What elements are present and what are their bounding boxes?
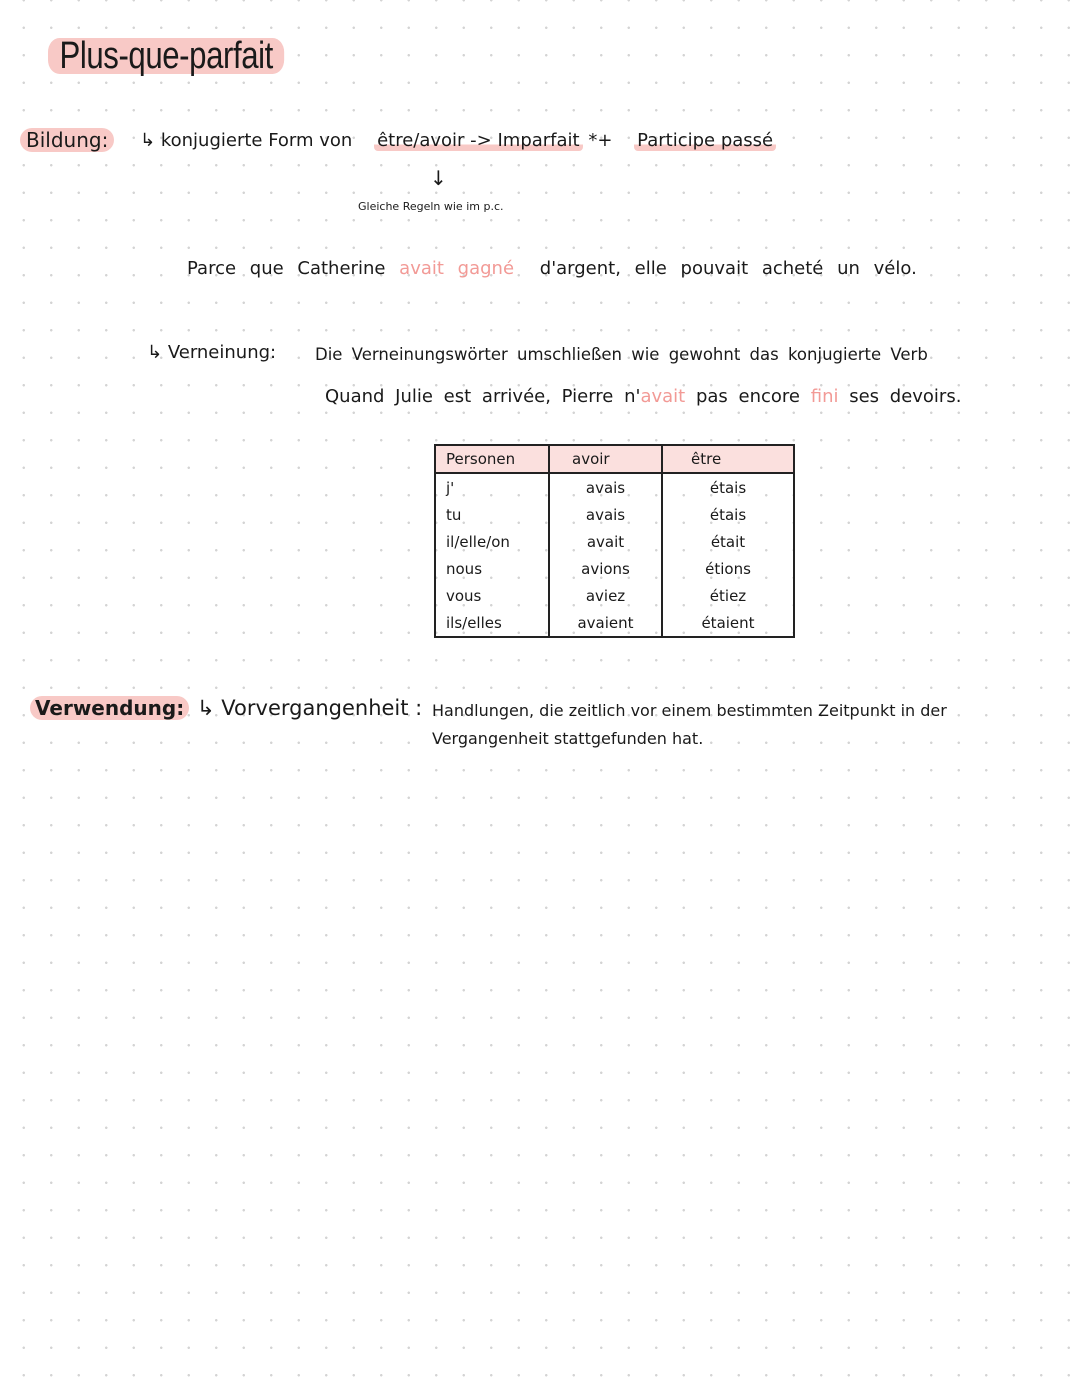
bildung-section [20, 128, 114, 152]
bildung-text: konjugierte Form von [160, 130, 353, 151]
table-row [435, 582, 794, 609]
column-header: avoir [549, 445, 662, 473]
verwendung-term: Vorvergangenheit : [221, 696, 423, 720]
example-text: Parce que Catherine [187, 258, 386, 279]
table-row [435, 555, 794, 582]
example-text: pas encore [695, 386, 800, 407]
cell: il/elle/on [435, 528, 549, 555]
hook-arrow-icon: ↳ [197, 696, 215, 720]
cell: avais [549, 501, 662, 528]
example-highlight: avait gagné [399, 258, 515, 279]
example-text: d'argent, elle pouvait acheté un vélo. [539, 258, 917, 279]
cell: étais [662, 473, 794, 501]
participe-passe: Participe passé [634, 130, 776, 151]
verwendung-line-2: Vergangenheit stattgefunden hat. [432, 729, 704, 748]
verwendung-section [30, 696, 189, 720]
hook-arrow-icon: ↳ [140, 130, 156, 151]
cell: j' [435, 473, 549, 501]
column-header: Personen [435, 445, 549, 473]
cell: était [662, 528, 794, 555]
cell: étaient [662, 609, 794, 637]
cell: étions [662, 555, 794, 582]
verneinung-label: Verneinung: [167, 342, 277, 363]
example-text: ses devoirs. [849, 386, 962, 407]
table-header-row [435, 445, 794, 473]
cell: avions [549, 555, 662, 582]
verneinung-heading [147, 342, 276, 363]
verneinung-text: Die Verneinungswörter umschließen wie gewohnt das konjugierte Verb [315, 345, 928, 364]
cell: aviez [549, 582, 662, 609]
verwendung-label: Verwendung: [30, 696, 189, 720]
cell: étiez [662, 582, 794, 609]
bildung-line [140, 130, 776, 151]
column-header: être [662, 445, 794, 473]
table-row [435, 501, 794, 528]
cell: vous [435, 582, 549, 609]
auxiliary-imparfait: être/avoir -> Imparfait [374, 130, 583, 151]
conjugation-table [434, 444, 795, 638]
bildung-label: Bildung: [20, 128, 114, 152]
table-row [435, 473, 794, 501]
down-arrow-icon: ↓ [430, 166, 447, 190]
example-highlight: fini [810, 386, 839, 407]
cell: avaient [549, 609, 662, 637]
verwendung-line-1: Handlungen, die zeitlich vor einem bestimmten Zeitpunkt in der [432, 701, 947, 720]
example-highlight: avait [640, 386, 686, 407]
example-sentence-2 [325, 386, 961, 407]
table-row [435, 528, 794, 555]
cell: tu [435, 501, 549, 528]
example-text: Quand Julie est arrivée, Pierre n' [325, 386, 641, 407]
verwendung-term-line [197, 696, 422, 720]
cell: étais [662, 501, 794, 528]
star-plus: *+ [588, 130, 613, 151]
cell: nous [435, 555, 549, 582]
page-title: Plus-que-parfait [48, 38, 284, 74]
example-sentence-1 [187, 258, 917, 279]
cell: avais [549, 473, 662, 501]
cell: avait [549, 528, 662, 555]
table-row [435, 609, 794, 637]
hook-arrow-icon: ↳ [147, 342, 163, 363]
bildung-note: Gleiche Regeln wie im p.c. [358, 200, 504, 213]
cell: ils/elles [435, 609, 549, 637]
